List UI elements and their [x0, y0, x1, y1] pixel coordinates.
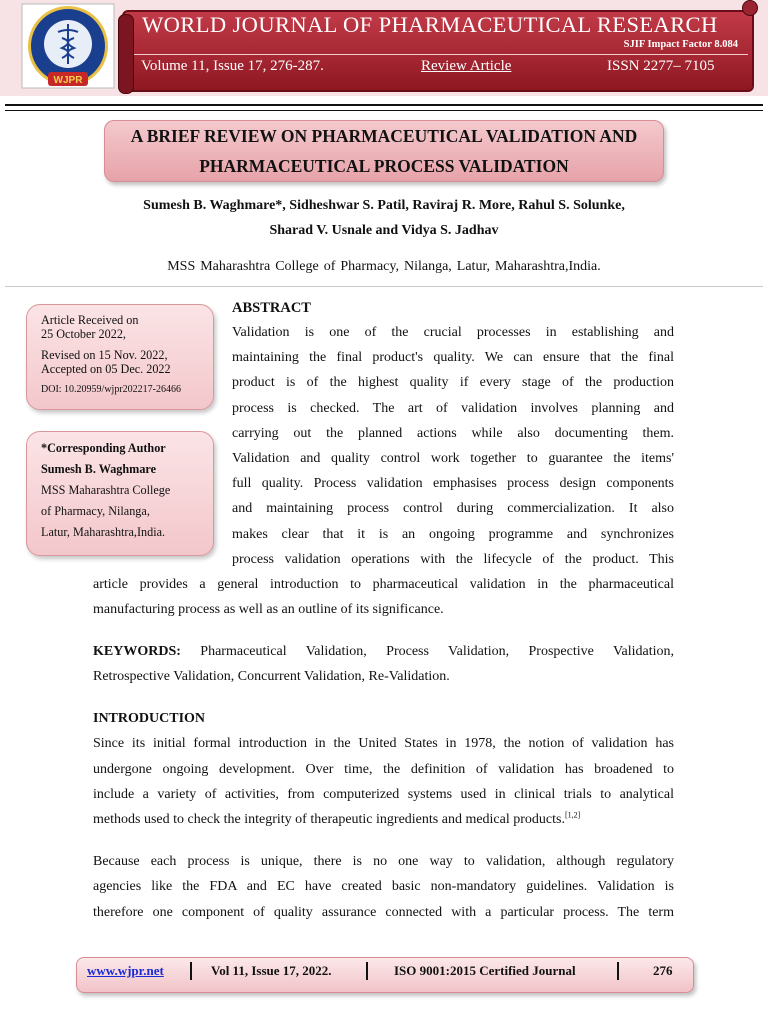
abstract-line: and maintaining process control during commercialization. It also: [232, 501, 674, 516]
intro-line: agencies like the FDA and EC have created basic non-mandatory guidelines. Validation is: [93, 879, 674, 894]
banner-scroll-left: [118, 14, 134, 94]
volume-info: Volume 11, Issue 17, 276-287.: [141, 58, 324, 74]
abstract-line: process is checked. The art of validation involves planning and: [232, 401, 674, 416]
received-label: Article Received on: [41, 313, 139, 327]
abstract-line: carrying out the planned actions while also documenting them.: [232, 426, 674, 441]
keywords-line2: Retrospective Validation, Concurrent Validation, Re-Validation.: [93, 669, 450, 684]
corresponding-label: *Corresponding Author: [41, 441, 166, 455]
page-footer: [76, 957, 694, 993]
issn: ISSN 2277– 7105: [607, 58, 715, 74]
banner-scroll-right: [742, 0, 758, 16]
abstract-line: makes clear that it is an ongoing programme and synchronizes: [232, 527, 674, 542]
header-rule: [5, 104, 763, 106]
intro-line: Because each process is unique, there is no one way to validation, although regulatory: [93, 854, 674, 869]
website-link[interactable]: www.wjpr.net: [87, 963, 164, 978]
abstract-line-full: manufacturing process as well as an outline of its significance.: [93, 602, 444, 617]
intro-line: include a variety of activities, from computerized systems used in clinical trials to analytical: [93, 787, 674, 802]
abstract-line: Validation and quality control work together to guarantee the items': [232, 451, 674, 466]
abstract-line: full quality. Process validation emphasises process design components: [232, 476, 674, 491]
intro-line: [93, 812, 674, 828]
intro-line: undergone ongoing development. Over time, the definition of validation has broadened to: [93, 762, 674, 777]
authors-line1: Sumesh B. Waghmare*, Sidheshwar S. Patil, Raviraj R. More, Rahul S. Solunke,: [143, 198, 625, 213]
abstract-line: maintaining the final product's quality. We can ensure that the final: [232, 350, 674, 365]
footer-issue: Vol 11, Issue 17, 2022.: [211, 963, 332, 978]
article-title-line1: A BRIEF REVIEW ON PHARMACEUTICAL VALIDATION AND: [130, 126, 638, 146]
page-number: 276: [653, 963, 673, 978]
citation-ref: [1,2]: [564, 810, 581, 820]
section-rule: [5, 286, 763, 287]
article-type-link[interactable]: Review Article: [421, 58, 512, 74]
abstract-line-full: article provides a general introduction to pharmaceutical validation in the pharmaceutical: [93, 577, 674, 592]
keywords-text: Pharmaceutical Validation, Process Validation, Prospective Validation,: [200, 644, 674, 659]
intro-line: Since its initial formal introduction in the United States in 1978, the notion of validation has: [93, 736, 674, 751]
received-date: 25 October 2022,: [41, 327, 126, 341]
logo-abbrev: WJPR: [53, 75, 83, 86]
header-rule-thin: [5, 110, 763, 111]
impact-factor: SJIF Impact Factor 8.084: [623, 39, 738, 50]
corresponding-address-2: of Pharmacy, Nilanga,: [41, 504, 150, 518]
footer-certification: ISO 9001:2015 Certified Journal: [394, 963, 576, 978]
footer-separator: [617, 962, 619, 980]
introduction-heading: INTRODUCTION: [93, 711, 206, 726]
intro-text: methods used to check the integrity of therapeutic ingredients and medical products.: [93, 812, 565, 827]
revised-date: Revised on 15 Nov. 2022,: [41, 348, 168, 362]
corresponding-name: Sumesh B. Waghmare: [41, 462, 157, 476]
keywords-line1: [93, 644, 674, 660]
footer-separator: [366, 962, 368, 980]
journal-logo: [20, 2, 116, 90]
keywords-label: KEYWORDS:: [93, 644, 181, 659]
corresponding-address-3: Latur, Maharashtra,India.: [41, 525, 166, 539]
accepted-date: Accepted on 05 Dec. 2022: [41, 362, 171, 376]
footer-separator: [190, 962, 192, 980]
authors-line2: Sharad V. Usnale and Vidya S. Jadhav: [269, 223, 499, 238]
affiliation: MSS Maharashtra College of Pharmacy, Nilanga, Latur, Maharashtra,India.: [167, 259, 601, 274]
abstract-heading: ABSTRACT: [232, 300, 311, 316]
doi: DOI: 10.20959/wjpr202217-26466: [41, 384, 181, 395]
journal-title: WORLD JOURNAL OF PHARMACEUTICAL RESEARCH: [142, 12, 718, 37]
intro-line: therefore one component of quality assurance connected with a particular process. The term: [93, 905, 674, 920]
corresponding-address-1: MSS Maharashtra College: [41, 483, 171, 497]
abstract-line: Validation is one of the crucial processes in establishing and: [232, 325, 674, 340]
abstract-line: product is of the highest quality if every stage of the production: [232, 375, 674, 390]
article-title-line2: PHARMACEUTICAL PROCESS VALIDATION: [199, 156, 569, 176]
banner-divider: [134, 54, 748, 55]
abstract-line: process validation operations with the lifecycle of the product. This: [232, 552, 674, 567]
